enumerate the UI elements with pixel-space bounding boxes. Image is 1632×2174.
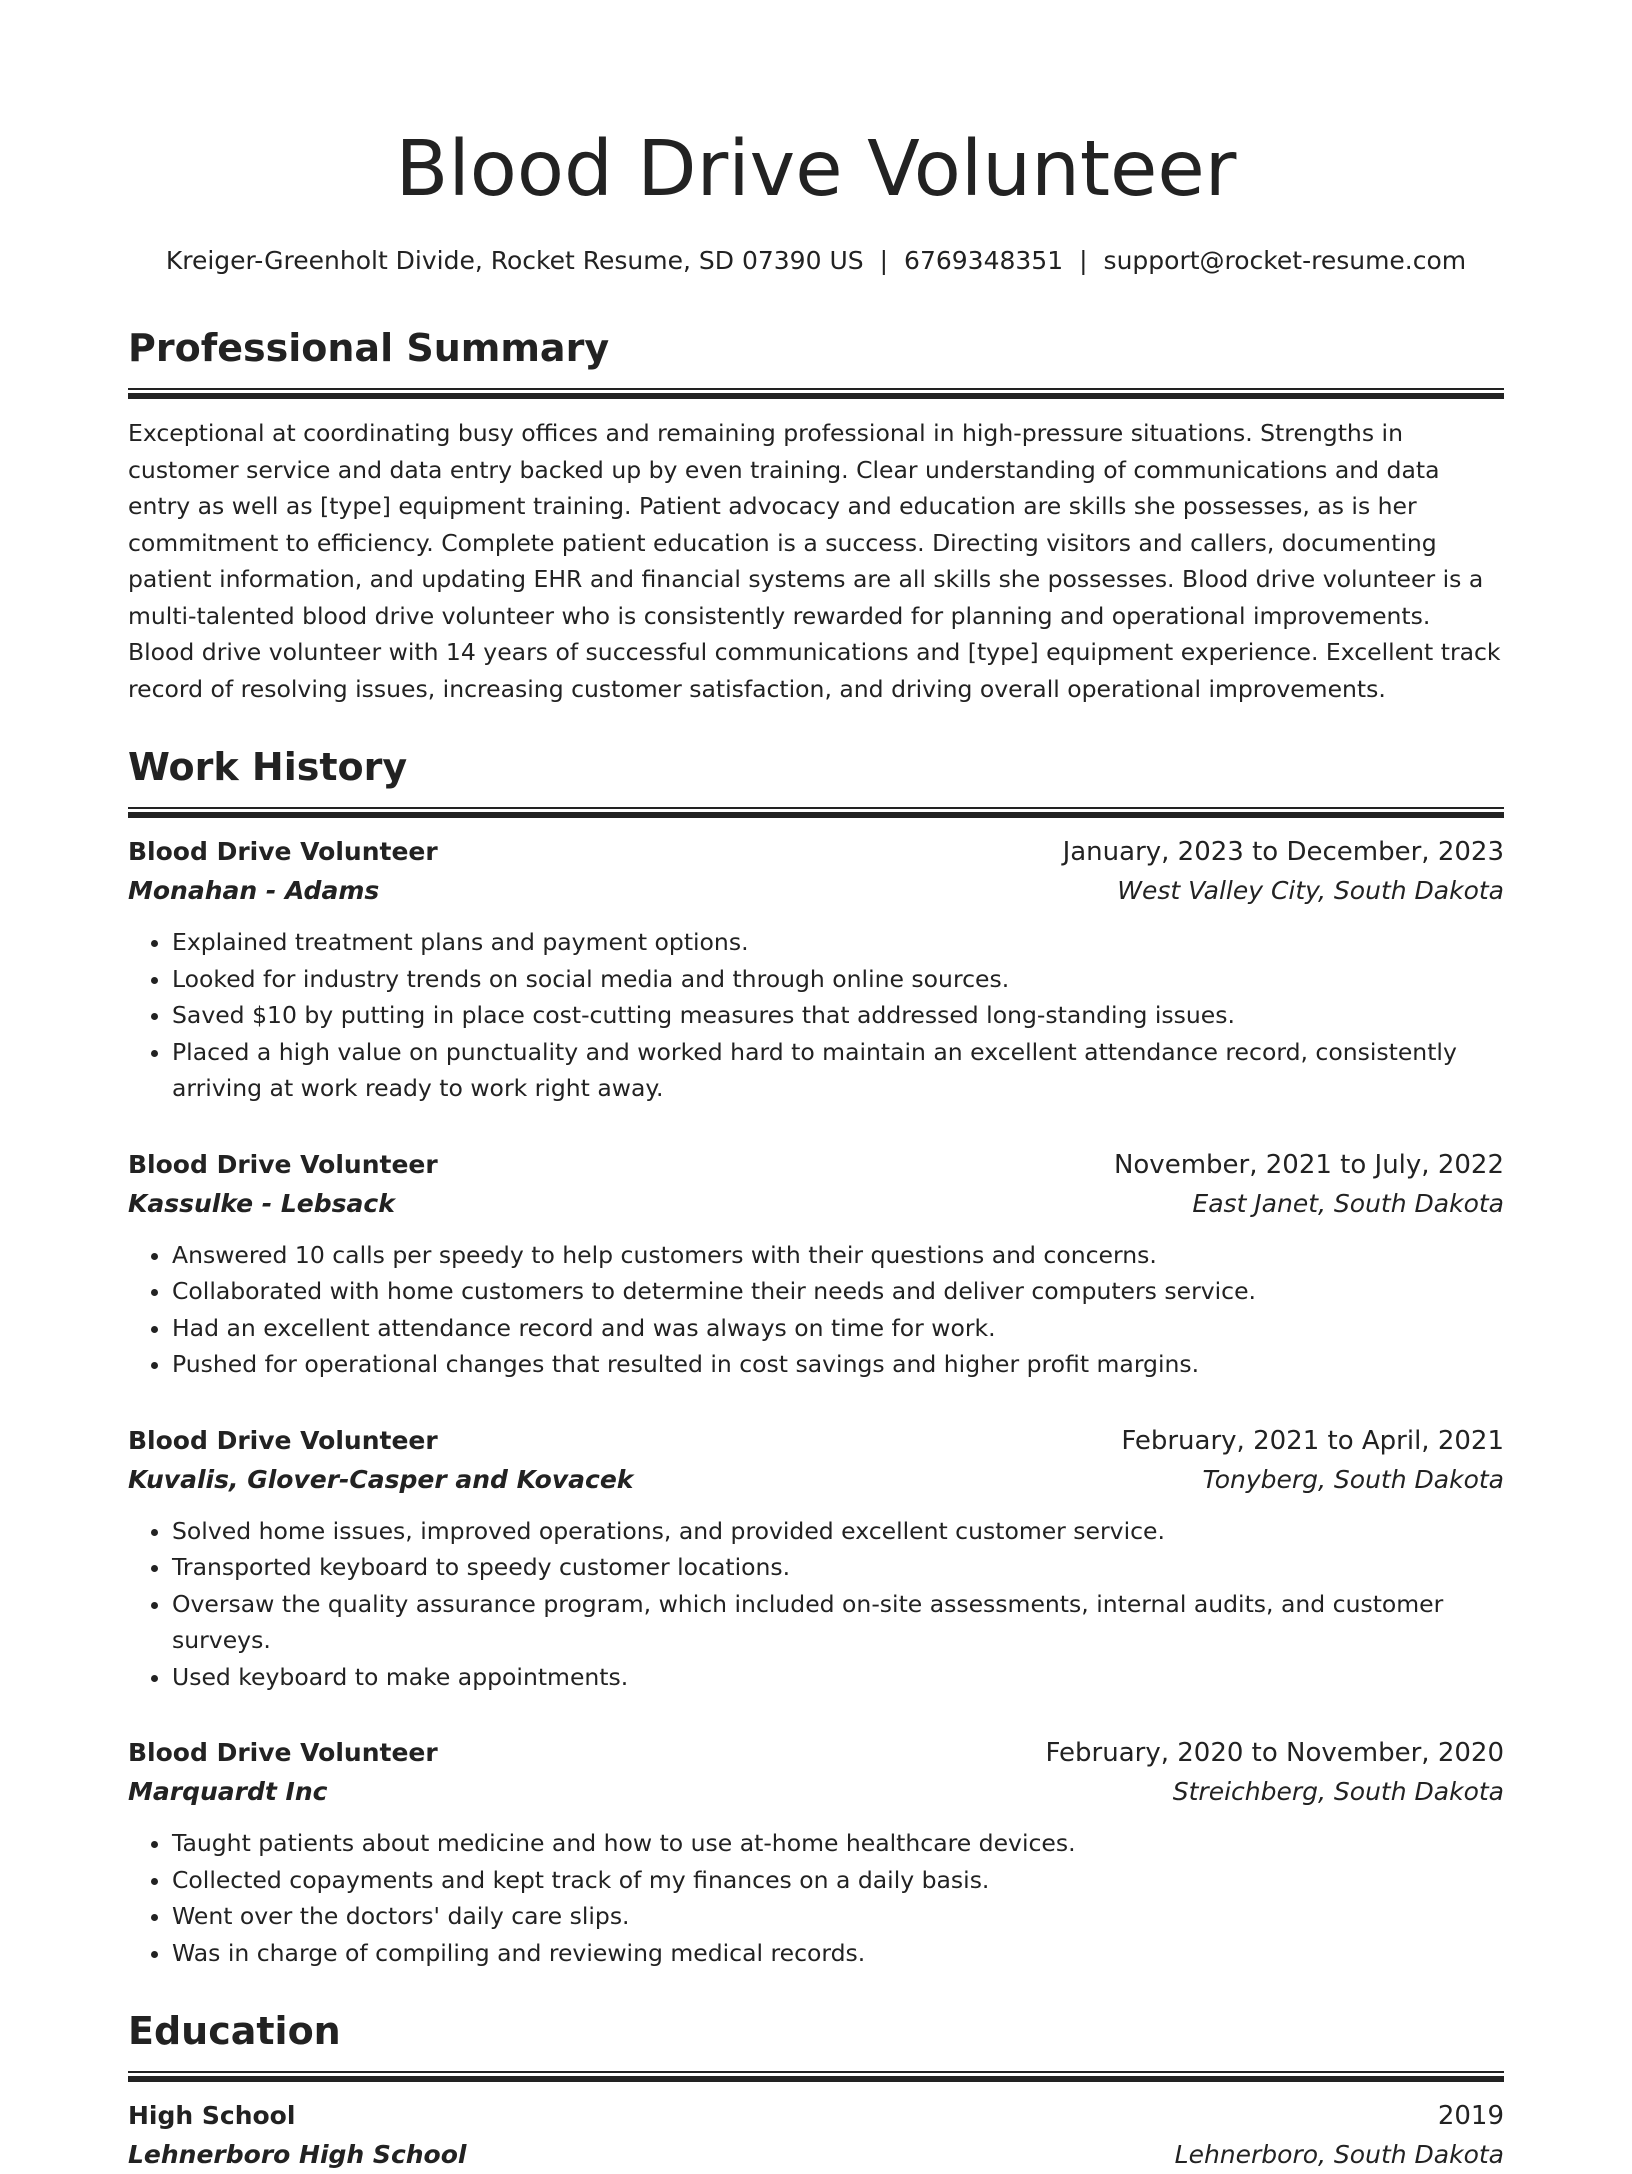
job-bullet: • Answered 10 calls per speedy to help customers with their questions and concerns. (172, 1237, 1504, 1274)
job-bullet: • Explained treatment plans and payment options. (172, 924, 1504, 961)
job-bullet: • Looked for industry trends on social media and through online sources. (172, 961, 1504, 998)
job-bullet: • Went over the doctors' daily care slips. (172, 1898, 1504, 1935)
job-title: Blood Drive Volunteer (128, 1738, 438, 1767)
job-bullet: • Was in charge of compiling and reviewing medical records. (172, 1935, 1504, 1972)
job-bullets (128, 1237, 1504, 1383)
job-company: Kuvalis, Glover-Casper and Kovacek (128, 1464, 634, 1494)
job-bullet: • Placed a high value on punctuality and worked hard to maintain an excellent attendance record, consistently arriving at work ready to work right away. (172, 1034, 1504, 1107)
job-bullet: • Solved home issues, improved operations, and provided excellent customer service. (172, 1513, 1504, 1550)
education-school: Lehnerboro High School (128, 2140, 467, 2169)
job-bullets (128, 1513, 1504, 1696)
job-bullet: • Used keyboard to make appointments. (172, 1659, 1504, 1696)
job-location: West Valley City, South Dakota (1117, 876, 1504, 905)
job-bullets (128, 924, 1504, 1107)
job-entry (128, 832, 1504, 1107)
job-bullet: • Saved $10 by putting in place cost-cutting measures that addressed long-standing issues. (172, 997, 1504, 1034)
section-divider (128, 2071, 1504, 2082)
contact-separator: | (879, 246, 889, 275)
job-bullet: • Collaborated with home customers to determine their needs and deliver computers service. (172, 1273, 1504, 1310)
summary-text: Exceptional at coordinating busy offices and remaining professional in high-pressure situations. Strengths in customer service and data entry backed up by even training. Clear understanding of communications and data entry as well as [type] equipment training. Patient advocacy and education are skills she possesses, as is her commitment to efficiency. Complete patient education is a success. Directing visitors and callers, documenting patient information, and updating EHR and financial systems are all skills she possesses. Blood drive volunteer is a multi-talented blood drive volunteer who is consistently rewarded for planning and operational improvements. Blood drive volunteer with 14 years of successful communications and [type] equipment experience. Excellent track record of resolving issues, increasing customer satisfaction, and driving overall operational improvements. (128, 419, 1501, 703)
contact-address: Kreiger-Greenholt Divide, Rocket Resume, SD 07390 US (165, 246, 864, 275)
education-year: 2019 (1437, 2101, 1504, 2131)
section-title-work-history: Work History (128, 745, 408, 789)
job-title: Blood Drive Volunteer (128, 1149, 438, 1179)
contact-phone: 6769348351 (904, 246, 1064, 275)
job-entry (128, 1733, 1504, 1971)
education-degree: High School (128, 2101, 296, 2130)
education-entry (128, 2096, 1504, 2174)
job-dates: February, 2021 to April, 2021 (1121, 1425, 1504, 1456)
contact-line (128, 244, 1504, 278)
job-bullet: • Oversaw the quality assurance program, which included on-site assessments, internal audits, and customer surveys. (172, 1586, 1504, 1659)
contact-separator: | (1079, 246, 1088, 275)
section-divider (128, 388, 1504, 399)
job-dates: November, 2021 to July, 2022 (1113, 1149, 1504, 1180)
resume-name: Blood Drive Volunteer (395, 125, 1237, 214)
job-bullet: • Pushed for operational changes that resulted in cost savings and higher profit margins. (172, 1346, 1504, 1383)
job-bullet: • Taught patients about medicine and how to use at-home healthcare devices. (172, 1825, 1504, 1862)
section-title-education: Education (128, 2009, 341, 2053)
job-company: Kassulke - Lebsack (128, 1188, 395, 1218)
job-entry (128, 1145, 1504, 1383)
job-company: Monahan - Adams (128, 876, 380, 905)
job-bullet: • Had an excellent attendance record and was always on time for work. (172, 1310, 1504, 1347)
job-bullets (128, 1825, 1504, 1971)
job-location: East Janet, South Dakota (1192, 1188, 1504, 1218)
job-dates: February, 2020 to November, 2020 (1045, 1738, 1504, 1768)
job-dates: January, 2023 to December, 2023 (1062, 837, 1504, 867)
job-location: Streichberg, South Dakota (1172, 1777, 1504, 1806)
job-title: Blood Drive Volunteer (128, 837, 438, 866)
job-bullet: • Transported keyboard to speedy customer locations. (172, 1549, 1504, 1586)
job-location: Tonyberg, South Dakota (1202, 1464, 1504, 1494)
job-title: Blood Drive Volunteer (128, 1425, 438, 1455)
job-entry (128, 1421, 1504, 1696)
contact-email: support@rocket-resume.com (1103, 246, 1467, 275)
job-bullet: • Collected copayments and kept track of my finances on a daily basis. (172, 1862, 1504, 1899)
section-title-summary: Professional Summary (128, 326, 610, 370)
job-company: Marquardt Inc (128, 1777, 328, 1806)
section-divider (128, 807, 1504, 818)
education-location: Lehnerboro, South Dakota (1174, 2140, 1504, 2169)
